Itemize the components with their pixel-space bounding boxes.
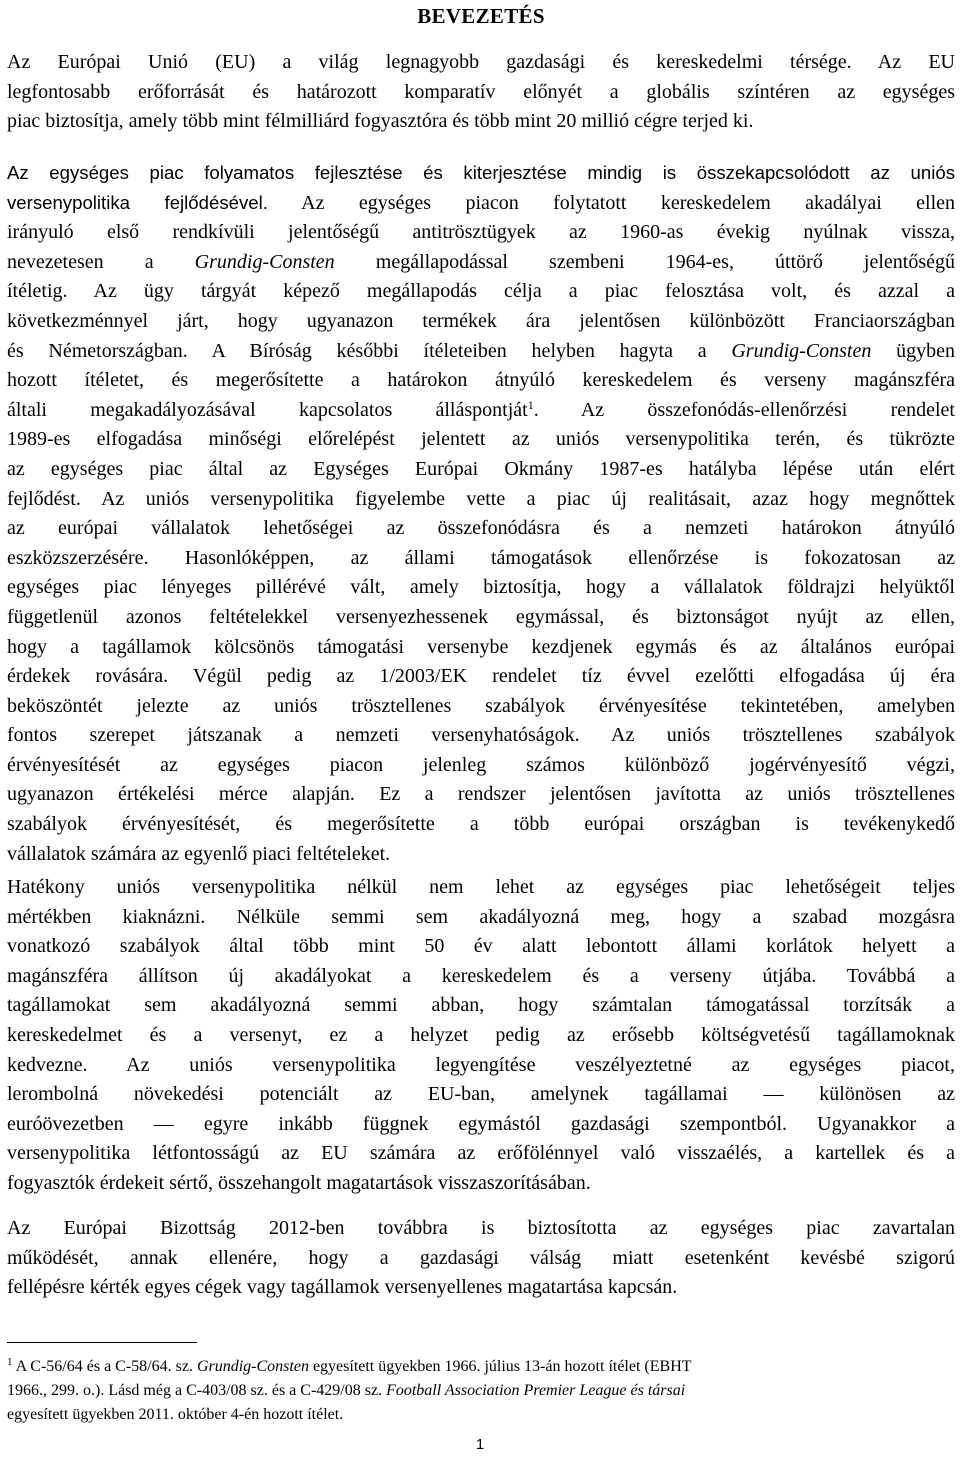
text-line: euróövezetben — egyre inkább függnek egymástól gazdasági szempontból. Ugyanakkor a [7, 1112, 955, 1135]
paragraph-3 [7, 873, 955, 1199]
footnote-mark: 1 [7, 1356, 13, 1368]
page-heading: BEVEZETÉS [417, 4, 545, 28]
footnote-separator [7, 1342, 197, 1343]
paragraph-4 [7, 1214, 955, 1303]
case-name: Grundig-Consten [196, 1358, 309, 1375]
text-line: érdekek rovására. Végül pedig az 1/2003/EK rendelet tíz évvel ezelőtti elfogadása új éra [7, 665, 955, 688]
text-line [7, 337, 955, 367]
text-line: függetlenül azonos feltételekkel versenyezhessenek egymással, és biztonságot nyújt az ellen, [7, 605, 955, 628]
text-line: irányuló első rendkívüli jelentőségű antitrösztügyek az 1960-as évekig nyúlnak vissza, [7, 221, 955, 244]
text-span: megállapodással szembeni 1964-es, úttörő jelentőségű [375, 250, 956, 273]
text-line: az egységes piac által az Egységes Európai Okmány 1987-es hatályba lépése után elért [7, 457, 955, 480]
text-line: hogy a tagállamok kölcsönös támogatási versenybe kezdjenek egymás és az általános európai [7, 635, 955, 658]
text-span: 1966., 299. o.). Lásd még a C-403/08 sz. és a C-429/08 sz. [7, 1382, 387, 1399]
text-line: Az Európai Unió (EU) a világ legnagyobb gazdasági és kereskedelmi térsége. Az EU [7, 51, 955, 73]
paragraph-2 [7, 158, 955, 869]
text-span: egyesített ügyekben 1966. július 13-án hozott ítélet (EBHT [308, 1358, 692, 1375]
text-line [7, 248, 955, 278]
text-line: működését, annak ellenére, hogy a gazdasági válság miatt esetenként kevésbé szigorú [7, 1246, 955, 1269]
text-line: fontos szerepet játszanak a nemzeti versenyhatóságok. Az uniós trösztellenes szabályok [7, 724, 955, 747]
text-span: versenypolitika fejlődésével. [7, 191, 268, 213]
text-line [7, 396, 955, 426]
text-line: fejlődést. Az uniós versenypolitika figyelembe vette a piac új realitásait, azaz hogy megnőttek [7, 487, 955, 510]
text-line: ítéletig. Az ügy tárgyát képező megállapodás célja a piac felosztása volt, és azzal a [7, 280, 955, 303]
text-line: érvényesítését az egységes piacon jelenleg számos különböző jogérvényesítő végzi, [7, 753, 955, 776]
text-line: legfontosabb erőforrását és határozott komparatív előnyét a globális színtéren az egységes [7, 80, 955, 103]
case-name: Grundig-Consten [731, 339, 872, 362]
page-number: 1 [475, 1436, 485, 1453]
text-line [7, 188, 955, 219]
text-span: ügyben [896, 339, 956, 362]
text-span: általi megakadályozásával kapcsolatos álláspontját [7, 398, 528, 421]
text-span: Az egységes piacon folytatott kereskedelem akadályai ellen [301, 191, 955, 214]
text-line: 1989-es elfogadása minőségi előrelépést jelentett az uniós versenypolitika terén, és tükrözte [7, 428, 955, 451]
footnote-line: egyesített ügyekben 2011. október 4-én hozott ítélet. [7, 1406, 344, 1423]
footnote-line [7, 1355, 927, 1379]
text-line: tagállamokat sem akadályozná semmi abban, hogy számtalan támogatással torzítsák a [7, 994, 955, 1017]
case-name: Grundig-Consten [194, 250, 335, 273]
text-span: és Németországban. A Bíróság későbbi ítéleteiben helyben hagyta a [7, 339, 707, 362]
text-line: Az Európai Bizottság 2012-ben továbbra is biztosította az egységes piac zavartalan [7, 1217, 955, 1239]
text-line: magánszféra állítson új akadályokat a kereskedelem és a verseny útjába. Továbbá a [7, 964, 955, 987]
text-span: A C-56/64 és a C-58/64. sz. [12, 1358, 197, 1375]
footnote-reference[interactable]: 1 [527, 397, 534, 412]
text-line: egységes piac lényeges pillérévé vált, amely biztosítja, hogy a vállalatok földrajzi helyüktől [7, 576, 955, 599]
text-line: lerombolná növekedési potenciált az EU-ban, amelynek tagállamai — különösen az [7, 1083, 955, 1106]
text-line: kedvezne. Az uniós versenypolitika legyengítése veszélyeztetné az egységes piacot, [7, 1053, 955, 1076]
text-line: kereskedelmet és a versenyt, ez a helyzet pedig az erősebb költségvetésű tagállamoknak [7, 1023, 955, 1046]
text-line: ugyanazon értékelési mérce alapján. Ez a rendszer jelentősen javította az uniós trösztellenes [7, 783, 955, 806]
text-span: nevezetesen a [7, 250, 154, 273]
text-line: vállalatok számára az egyenlő piaci feltételeket. [7, 842, 391, 865]
text-line: Hatékony uniós versenypolitika nélkül nem lehet az egységes piac lehetőségeit teljes [7, 876, 955, 898]
text-line: Az egységes piac folyamatos fejlesztése és kiterjesztése mindig is összekapcsolódott az uniós [7, 162, 955, 183]
footnote [7, 1355, 927, 1427]
text-line: piac biztosítja, amely több mint félmilliárd fogyasztóra és több mint 20 millió cégre terjed ki. [7, 110, 754, 133]
case-name: Football Association Premier League és társai [386, 1382, 686, 1399]
text-line: fogyasztók érdekeit sértő, összehangolt magatartások visszaszorításában. [7, 1171, 591, 1194]
text-line: vonatkozó szabályok által több mint 50 év alatt lebontott állami korlátok helyett a [7, 935, 955, 958]
text-line: beköszöntét jelezte az uniós trösztellenes szabályok érvényesítése tekintetében, amelyben [7, 694, 955, 717]
text-line: fellépésre kérték egyes cégek vagy tagállamok versenyellenes magatartása kapcsán. [7, 1276, 678, 1299]
footnote-line [7, 1379, 927, 1403]
text-line: versenypolitika létfontosságú az EU számára az erőfölénnyel való visszaélés, a kartellek és a [7, 1142, 955, 1165]
text-line: mértékben kiaknázni. Nélküle semmi sem akadályozná meg, hogy a szabad mozgásra [7, 905, 955, 928]
text-span: . Az összefonódás-ellenőrzési rendelet [533, 398, 955, 421]
paragraph-1 [7, 48, 955, 137]
text-line: szabályok érvényesítését, és megerősítette a több európai országban is tevékenykedő [7, 813, 955, 836]
text-line: az európai vállalatok lehetőségei az összefonódásra és a nemzeti határokon átnyúló [7, 517, 955, 540]
text-line: eszközszerzésére. Hasonlóképpen, az állami támogatások ellenőrzése is fokozatosan az [7, 546, 955, 569]
text-line: hozott ítéletet, és megerősítette a határokon átnyúló kereskedelem és verseny magánszféra [7, 369, 955, 392]
text-line: következménnyel járt, hogy ugyanazon termékek ára jelentősen különbözött Franciaországban [7, 309, 955, 332]
